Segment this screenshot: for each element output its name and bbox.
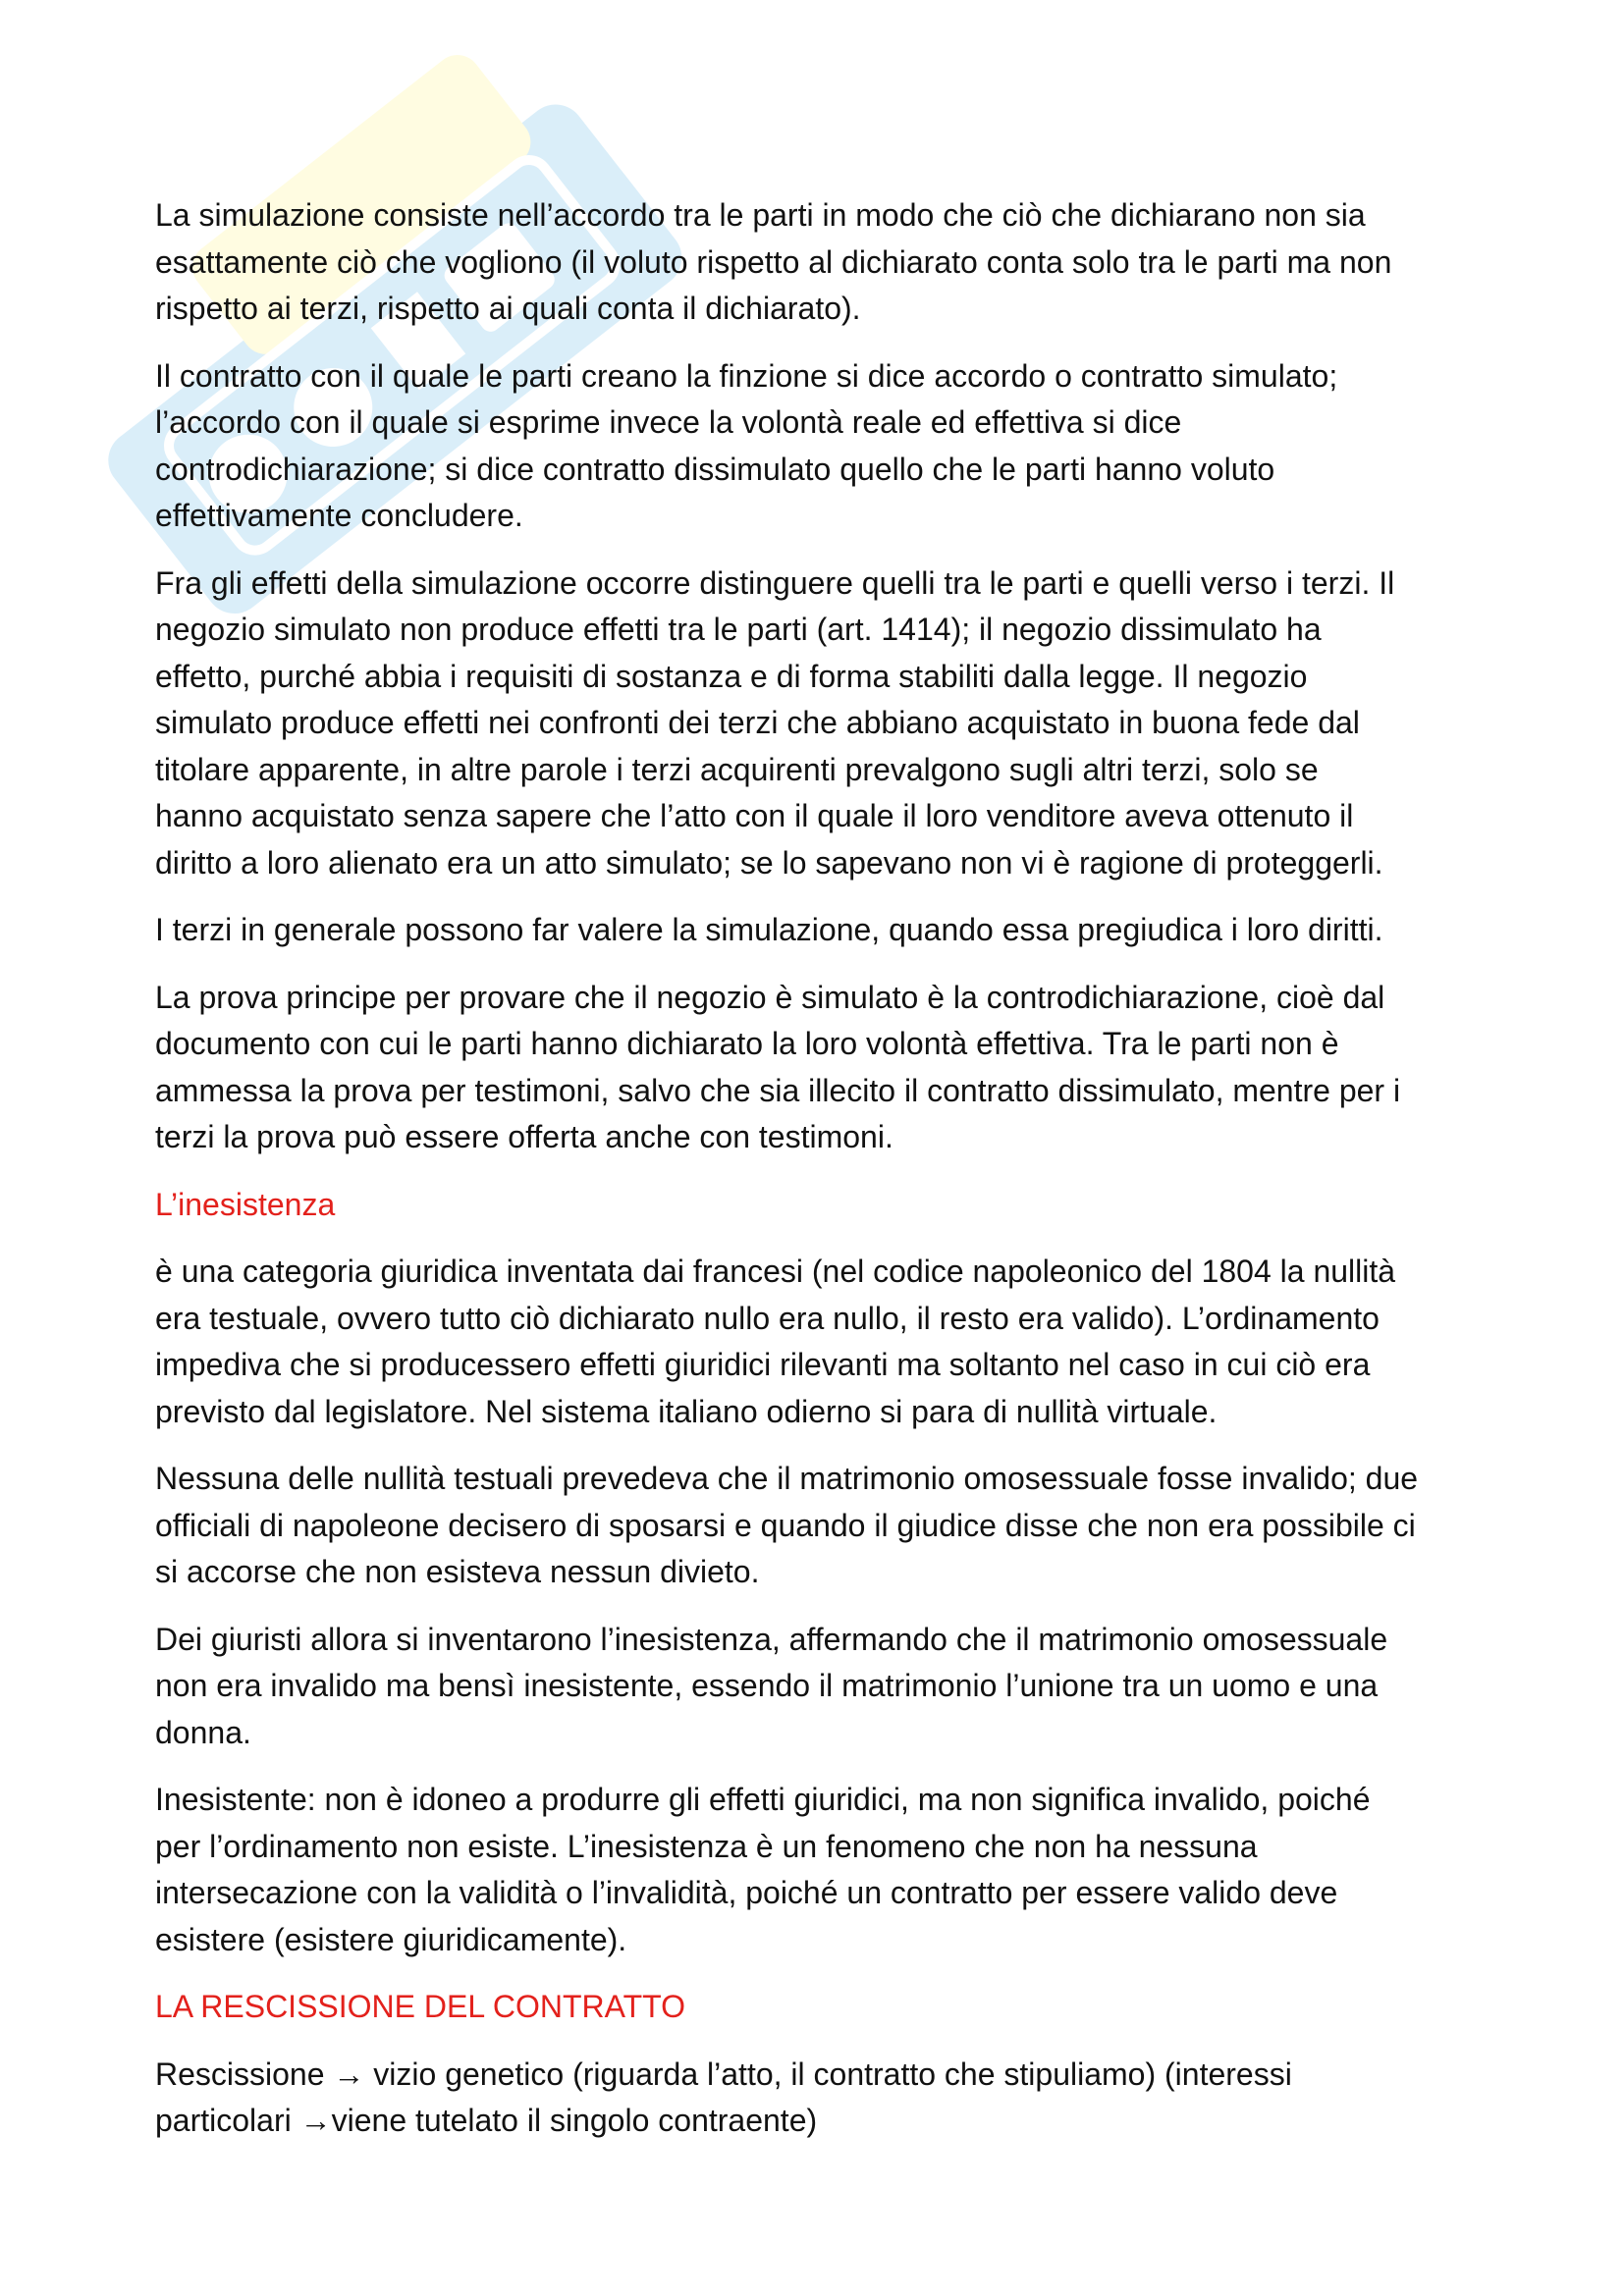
paragraph-rescissione: Rescissione → vizio genetico (riguarda l’atto, il contratto che stipuliamo) (interessi particolari →viene tutelato il singolo contraente): [155, 2056, 1292, 2138]
paragraph-effetti-simulazione: Fra gli effetti della simulazione occorre distinguere quelli tra le parti e quelli verso i terzi. Il negozio simulato non produce effetti tra le parti (art. 1414); il negozio dissimulato ha effetto, purché abbia i requisiti di sostanza e di forma stabiliti dalla legge. Il negozio simulato produce effetti nei confronti dei terzi che abbiano acquistato in buona fede dal titolare apparente, in altre parole i terzi acquirenti prevalgono sugli altri terzi, solo se hanno acquistato senza sapere che l’atto con il quale il loro venditore aveva ottenuto il diritto a loro alienato era un atto simulato; se lo sapevano non vi è ragione di proteggerli.: [155, 564, 1395, 881]
heading-rescissione: LA RESCISSIONE DEL CONTRATTO: [155, 1989, 685, 2024]
heading-inesistenza: L’inesistenza: [155, 1186, 336, 1222]
paragraph-contratto-simulato: Il contratto con il quale le parti creano la finzione si dice accordo o contratto simulato; l’accordo con il quale si esprime invece la volontà reale ed effettiva si dice controdichiarazione; si dice contratto dissimulato quello che le parti hanno voluto effettivamente concludere.: [155, 357, 1338, 533]
paragraph-categoria-giuridica: è una categoria giuridica inventata dai francesi (nel codice napoleonico del 1804 la nullità era testuale, ovvero tutto ciò dichiarato nullo era nullo, il resto era valido). L’ordinamento impediva che si producessero effetti giuridici rilevanti ma soltanto nel caso in cui ciò era previsto dal legislatore. Nel sistema italiano odierno si para di nullità virtuale.: [155, 1254, 1396, 1429]
paragraph-simulazione: La simulazione consiste nell’accordo tra le parti in modo che ciò che dichiarano non sia esattamente ciò che vogliono (il voluto rispetto al dichiarato conta solo tra le parti ma non rispetto ai terzi, rispetto ai quali conta il dichiarato).: [155, 197, 1392, 326]
paragraph-terzi: I terzi in generale possono far valere la simulazione, quando essa pregiudica i loro diritti.: [155, 912, 1383, 947]
paragraph-inesistente: Inesistente: non è idoneo a produrre gli effetti giuridici, ma non significa invalido, poiché per l’ordinamento non esiste. L’inesistenza è un fenomeno che non ha nessuna intersecazione con la validità o l’invalidità, poiché un contratto per essere valido deve esistere (esistere giuridicamente).: [155, 1782, 1371, 1957]
paragraph-giuristi: Dei giuristi allora si inventarono l’inesistenza, affermando che il matrimonio omosessuale non era invalido ma bensì inesistente, essendo il matrimonio l’unione tra un uomo e una donna.: [155, 1621, 1388, 1750]
paragraph-nullita-testuali: Nessuna delle nullità testuali prevedeva che il matrimonio omosessuale fosse invalido; due officiali di napoleone decisero di sposarsi e quando il giudice disse che non era possibile ci si accorse che non esisteva nessun divieto.: [155, 1461, 1419, 1589]
document-body: [155, 192, 1490, 2165]
paragraph-prova: La prova principe per provare che il negozio è simulato è la controdichiarazione, cioè dal documento con cui le parti hanno dichiarato la loro volontà effettiva. Tra le parti non è ammessa la prova per testimoni, salvo che sia illecito il contratto dissimulato, mentre per i terzi la prova può essere offerta anche con testimoni.: [155, 979, 1401, 1154]
